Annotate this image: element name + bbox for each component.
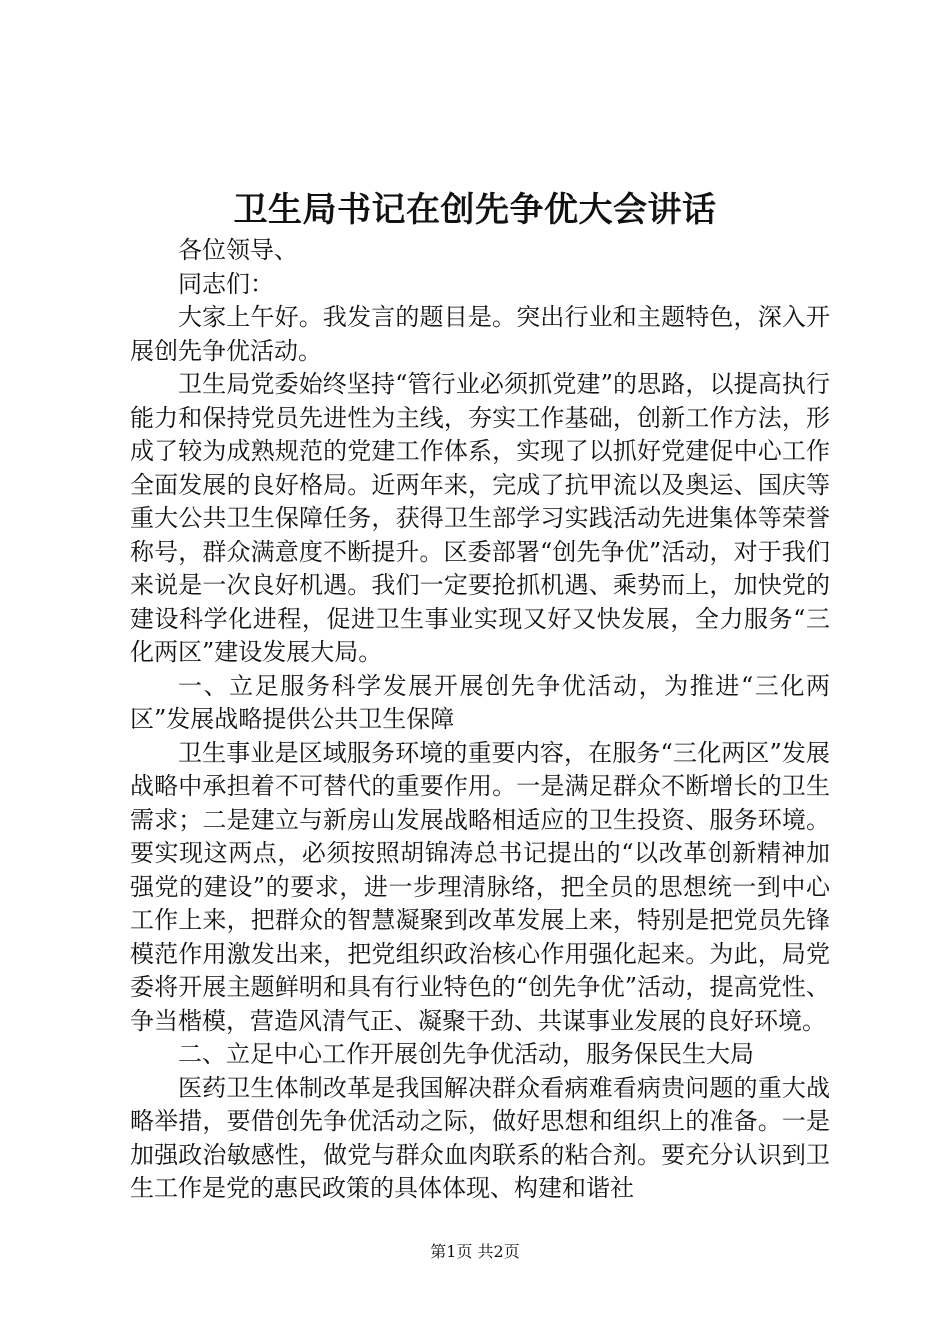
salutation-comrades: 同志们：	[178, 269, 274, 298]
paragraph-section-two: 医药卫生体制改革是我国解决群众看病难看病贵问题的重大战略举措，要借创先争优活动之际，做好思想和组织上的准备。一是加强政治敏感性，做党与群众血肉联系的粘合剂。要充分认识到卫生工作是党的惠民政策的具体体现、构建和谐社	[130, 1073, 830, 1202]
document-body	[130, 234, 830, 1206]
section-heading-one: 一、立足服务科学发展开展创先争优活动，为推进“三化两区”发展战略提供公共卫生保障	[130, 671, 830, 733]
paragraph-section-one: 卫生事业是区域服务环境的重要内容，在服务“三化两区”发展战略中承担着不可替代的重要作用。一是满足群众不断增长的卫生需求；二是建立与新房山发展战略相适应的卫生投资、服务环境。要实现这两点，必须按照胡锦涛总书记提出的“以改革创新精神加强党的建设”的要求，进一步理清脉络，把全员的思想统一到中心工作上来，把群众的智慧凝聚到改革发展上来，特别是把党员先锋模范作用激发出来，把党组织政治核心作用强化起来。为此，局党委将开展主题鲜明和具有行业特色的“创先争优”活动，提高党性、争当楷模，营造风清气正、凝聚干劲、共谋事业发展的良好环境。	[130, 738, 830, 1035]
salutation-leaders: 各位领导、	[178, 236, 298, 264]
paragraph-greeting: 大家上午好。我发言的题目是。突出行业和主题特色，深入开展创先争优活动。	[130, 303, 830, 365]
paragraph-overview: 卫生局党委始终坚持“管行业必须抓党建”的思路，以提高执行能力和保持党员先进性为主线，夯实工作基础，创新工作方法，形成了较为成熟规范的党建工作体系，实现了以抓好党建促中心工作全面发展的良好格局。近两年来，完成了抗甲流以及奥运、国庆等重大公共卫生保障任务，获得卫生部学习实践活动先进集体等荣誉称号，群众满意度不断提升。区委部署“创先争优”活动，对于我们来说是一次良好机遇。我们一定要抢抓机遇、乘势而上，加快党的建设科学化进程，促进卫生事业实现又好又快发展，全力服务“三化两区”建设发展大局。	[130, 370, 830, 666]
section-heading-two: 二、立足中心工作开展创先争优活动，服务保民生大局	[178, 1040, 754, 1068]
document-title: 卫生局书记在创先争优大会讲话	[233, 190, 717, 230]
page-number: 第1页 共2页	[430, 1242, 520, 1261]
